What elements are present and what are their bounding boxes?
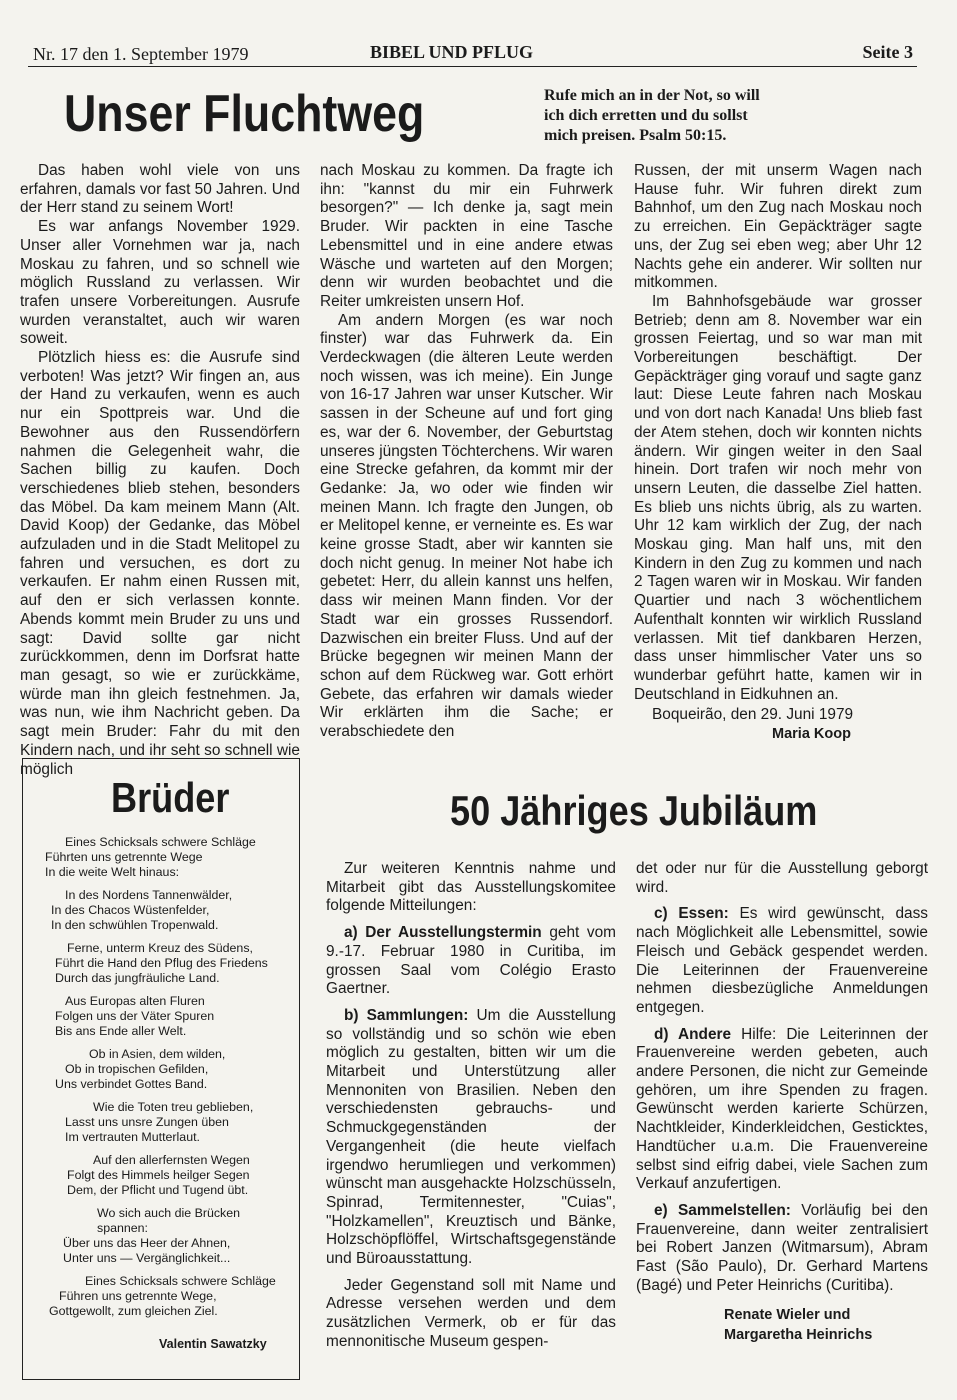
paragraph: Das haben wohl viele von uns erfahren, damals vor fast 50 Jahren. Und der Herr stand zu seinem Wort!	[20, 162, 300, 217]
poem-line: Aus Europas alten Fluren	[65, 994, 205, 1008]
jubilee-column-2	[636, 860, 928, 1345]
place-date: Boqueirão, den 29. Juni 1979	[652, 706, 854, 724]
item-text: Hilfe: Die Leiterinnen der Frauenvereine werden gebeten, auch andere Personen, die nicht zur Gemeinde gehören, um ihre Spenden zu fragen. Gewünscht werden karierte Schürzen, Nachtkleider, Kinderkleidchen, Gesticktes, Handtücher u.a.m. Die Frauenvereine selbst sind eifrig dabei, viele Sachen zum Verkauf anzufertigen.	[636, 1025, 928, 1193]
paragraph: Im Bahnhofsgebäude war grosser Betrieb; denn am 8. November war ein grossen Feiertag, und so war man mit Vorbereitungen beschäftigt. Der Gepäckträger ging vorauf und sagte ganz laut: Diese Leute fahren nach Moskau und von dort nach Kanada! Uns blieb fast der Atem stehen, doch wir konnten nichts ändern. Wir gingen weiter in den Saal hinein. Dort trafen wir noch mehr von unsern Leuten, die dasselbe Ziel hatten. Es blieb uns nichts übrig, als zu warten. Uhr 12 kam wirklich der Zug, der nach Moskau ging. Man half uns, mit den Kindern in den Zug zu kommen und nach 2 Tagen waren wir in Moskau. Wir fanden Quartier und nach 3 wöchentlichem Aufenthalt konnten wir wirklich Russland verlassen. Mit tief dankbaren Herzen, dass unser himmlischer Vater uns so wunderbar geführt hatte, kamen wir in Deutschland in Eidkuhnen an.	[634, 292, 922, 703]
poem-line: In des Nordens Tannenwälder,	[65, 888, 233, 902]
poem-line: In die weite Welt hinaus:	[45, 865, 180, 879]
poem-author: Valentin Sawatzky	[159, 1337, 267, 1351]
paragraph-a	[326, 924, 616, 999]
poem-line: Auf den allerfernsten Wegen	[93, 1153, 250, 1167]
stanza	[39, 835, 289, 880]
issue-date: Nr. 17 den 1. September 1979	[33, 44, 249, 64]
newspaper-name: BIBEL UND PFLUG	[370, 42, 534, 62]
page-number: Seite 3	[862, 42, 913, 62]
poem-line: Unter uns — Vergänglichkeit...	[63, 1251, 231, 1265]
poem-line: Führt die Hand den Pflug des Friedens	[55, 956, 268, 970]
article-column-3	[634, 162, 922, 744]
paragraph: Russen, der mit unserm Wagen nach Hause fuhr. Wir fuhren direkt zum Bahnhof, um den Zug nach Moskau noch zu erreichen. Ein Gepäckträger sagte uns, der Zug sei eben weg; aber Uhr 12 Nachts gehe ein anderer. Wir sollten nur mitkommen.	[634, 162, 922, 292]
paragraph-b	[326, 1007, 616, 1269]
poem-line: Gottgewollt, zum gleichen Ziel.	[49, 1304, 218, 1318]
item-heading: b) Sammlungen:	[344, 1006, 469, 1024]
item-heading: c) Essen:	[654, 905, 729, 923]
signer-line: Renate Wieler und	[724, 1307, 851, 1324]
stanza	[39, 1100, 289, 1145]
paragraph-d	[636, 1026, 928, 1194]
paragraph-c	[636, 905, 928, 1017]
poem-line: Lasst uns unsre Zungen üben	[65, 1115, 229, 1129]
stanza	[39, 994, 289, 1039]
item-heading: e) Sammelstellen:	[654, 1201, 791, 1219]
paragraph: Zur weiteren Kenntnis nahme und Mitarbeit gibt das Ausstellungskomitee folgende Mitteilungen:	[326, 860, 616, 915]
poem-line: Eines Schicksals schwere Schläge	[85, 1274, 276, 1288]
poem-body	[39, 835, 289, 1327]
stanza	[39, 1274, 289, 1319]
poem-line: Wo sich auch die Brücken spannen:	[97, 1206, 241, 1235]
paragraph: Es war anfangs November 1929. Unser aller Vornehmen war ja, nach Moskau zu fahren, und so schnell wie möglich Russland zu verlassen. Wir trafen unsere Vorbereitungen. Ausrufe wurden veranstaltet, auch wir waren soweit.	[20, 218, 300, 348]
item-text: Um die Ausstellung so vollständig und so schön wie eben möglich zu gestalten, bitten wir um die Mitarbeit und Unterstützung aller Mennoniten von Brasilien. Neben den verschiedensten gebrauchs- und Schmuckgegenständen der Vergangenheit (die heute vielfach irgendwo herumliegen und verkommen) wünscht man ausgehackte Holzschüsseln, Spinrad, Termitennester, "Cuias", "Holzkamellen", Kreuztisch und Bänke, Holzschöpflöffel, Wirtschaftsgegenstände und Büroausstattung.	[326, 1006, 617, 1268]
article-column-2	[320, 162, 613, 742]
poem-line: Ob in tropischen Gefilden,	[65, 1062, 209, 1076]
stanza	[39, 1047, 289, 1092]
poem-title: Brüder	[111, 774, 230, 821]
paragraph: Am andern Morgen (es war noch finster) war das Fuhrwerk da. Ein Verdeckwagen (die älteren Leute werden noch wissen, was ich meine). Ein Junge von 16-17 Jahren war unser Kutscher. Wir sassen in der Scheune auf und fort ging es, war der 6. November, der Geburtstag unseres jüngsten Töchterchens. Wir waren eine Strecke gefahren, da kommt mir der Gedanke: Ja, wo oder wie finden wir meinen Mann. Ich fragte den Jungen, ob er Melitopel kenne, er verneinte es. Es war keine grosse Stadt, aber wir kannten sie doch nicht genug. In meiner Not habe ich gebetet: Herr, du allein kannst uns helfen, dass wir meinen Mann finden. Vor der Stadt war ein grosses Russendorf. Dazwischen ein breiter Fluss. Und auf der Brücke begegnen wir meinen Mann der schon auf dem Rückweg war. Gott erhört Gebete, das erfahren wir damals wieder Wir erklärten ihm die Sache; er verabschiedete den	[320, 311, 613, 741]
stanza	[39, 1206, 289, 1266]
poem-line: Über uns das Heer der Ahnen,	[63, 1236, 231, 1250]
stanza	[39, 888, 289, 933]
paragraph: Plötzlich hiess es: die Ausrufe sind verboten! Was jetzt? Wir fingen an, aus der Hand zu verkaufen, wenn es auch nur ein Spottpreis war. Und die Bewohner aus den Russendörfern nahmen die Gelegenheit wahr, die Sachen billig zu kaufen. Doch verschiedenes blieb stehen, besonders das Möbel. Da kam meinem Mann (Alt. David Koop) der Gedanke, das Möbel aufzuladen und in die Stadt Melitopel zu fahren und versuchen, es dort zu verkaufen. Er nahm einen Russen mit, auf den er sich verlassen konnte. Abends kommt mein Bruder zu uns und sagt: David sollte gar nicht zurückkommen, denn im Dorfsrat hatte man gesagt, so wie er zurückkäme, würde man ihn gleich festnehmen. Ja, was nun, wie ihm Nachricht geben. Da sagt mein Bruder: Fahr du mit den Kindern nach, und ihr seht so schnell wie möglich	[20, 349, 300, 778]
item-text: geht vom 9.-17. Februar 1980 in Curitiba, im grossen Saal vom Colégio Erasto Gaertner.	[326, 924, 616, 998]
stanza	[39, 1153, 289, 1198]
stanza	[39, 941, 289, 986]
paragraph: nach Moskau zu kommen. Da fragte ich ihn: "kannst du mir ein Fuhrwerk besorgen?" — Ich denke ja, sagt mein Bruder. Wir packten in eine Tasche Lebensmittel und in eine andere etwas Wäsche und warteten auf den Morgen; denn wir wurden beobachtet und die Reiter umkreisten unsern Hof.	[320, 162, 613, 310]
poem-line: Führen uns getrennte Wege,	[59, 1289, 217, 1303]
poem-line: Folgen uns der Väter Spuren	[55, 1009, 215, 1023]
item-text: Vorläufig bei den Frauenvereine, dann weiter zentralisiert bei Robert Janzen (Witmarsum), Abram Fast (São Paulo), Dr. Gerhard Martens (Bagé) und Peter Heinrichs (Curitiba).	[636, 1201, 928, 1294]
poem-line: Ob in Asien, dem wilden,	[89, 1047, 226, 1061]
verse-line: Rufe mich an in der Not, so will	[544, 87, 760, 104]
poem-line: Ferne, unterm Kreuz des Südens,	[67, 941, 253, 955]
poem-line: In des Chacos Wüstenfelder,	[51, 903, 210, 917]
jubilee-title: 50 Jähriges Jubiläum	[450, 787, 818, 834]
item-heading: a) Der Ausstellungstermin	[344, 924, 542, 942]
poem-box	[22, 758, 300, 1380]
signers	[636, 1305, 928, 1345]
poem-line: Führten uns getrennte Wege	[45, 850, 203, 864]
epigraph-verse	[544, 86, 844, 146]
paragraph: Jeder Gegenstand soll mit Name und Adresse versehen werden und dem zusätzlichen Vermerk, ob er für das mennonitische Museum gespen-	[326, 1276, 616, 1350]
paragraph: det oder nur für die Ausstellung geborgt wird.	[636, 860, 928, 896]
signer-line: Margaretha Heinrichs	[724, 1327, 873, 1344]
jubilee-column-1	[326, 860, 616, 1352]
article-author: Maria Koop	[772, 726, 851, 743]
item-text: Es wird gewünscht, dass nach Möglichkeit alle Lebensmittel, sowie Fleisch und Gebäck gespendet werden. Die Leiterinnen der Frauenvereine nehmen diesbezügliche Anmeldungen entgegen.	[636, 905, 928, 1016]
article-title: Unser Fluchtweg	[64, 85, 425, 143]
article-column-1	[20, 162, 300, 779]
poem-line: Durch das jungfräuliche Land.	[55, 971, 220, 985]
poem-line: In den schwühlen Tropenwald.	[51, 918, 219, 932]
poem-line: Dem, der Pflicht und Tugend übt.	[67, 1183, 249, 1197]
poem-line: Wie die Toten treu geblieben,	[93, 1100, 254, 1114]
poem-line: Bis ans Ende aller Welt.	[55, 1024, 187, 1038]
poem-line: Folgt des Himmels heilger Segen	[67, 1168, 250, 1182]
poem-line: Im vertrauten Mutterlaut.	[65, 1130, 200, 1144]
verse-line: mich preisen. Psalm 50:15.	[544, 127, 727, 144]
verse-line: ich dich erretten und du sollst	[544, 107, 748, 124]
header-rule	[28, 66, 917, 67]
item-heading: d) Andere	[654, 1025, 732, 1043]
poem-line: Eines Schicksals schwere Schläge	[65, 835, 256, 849]
paragraph-e	[636, 1202, 928, 1296]
poem-line: Uns verbindet Gottes Band.	[55, 1077, 208, 1091]
